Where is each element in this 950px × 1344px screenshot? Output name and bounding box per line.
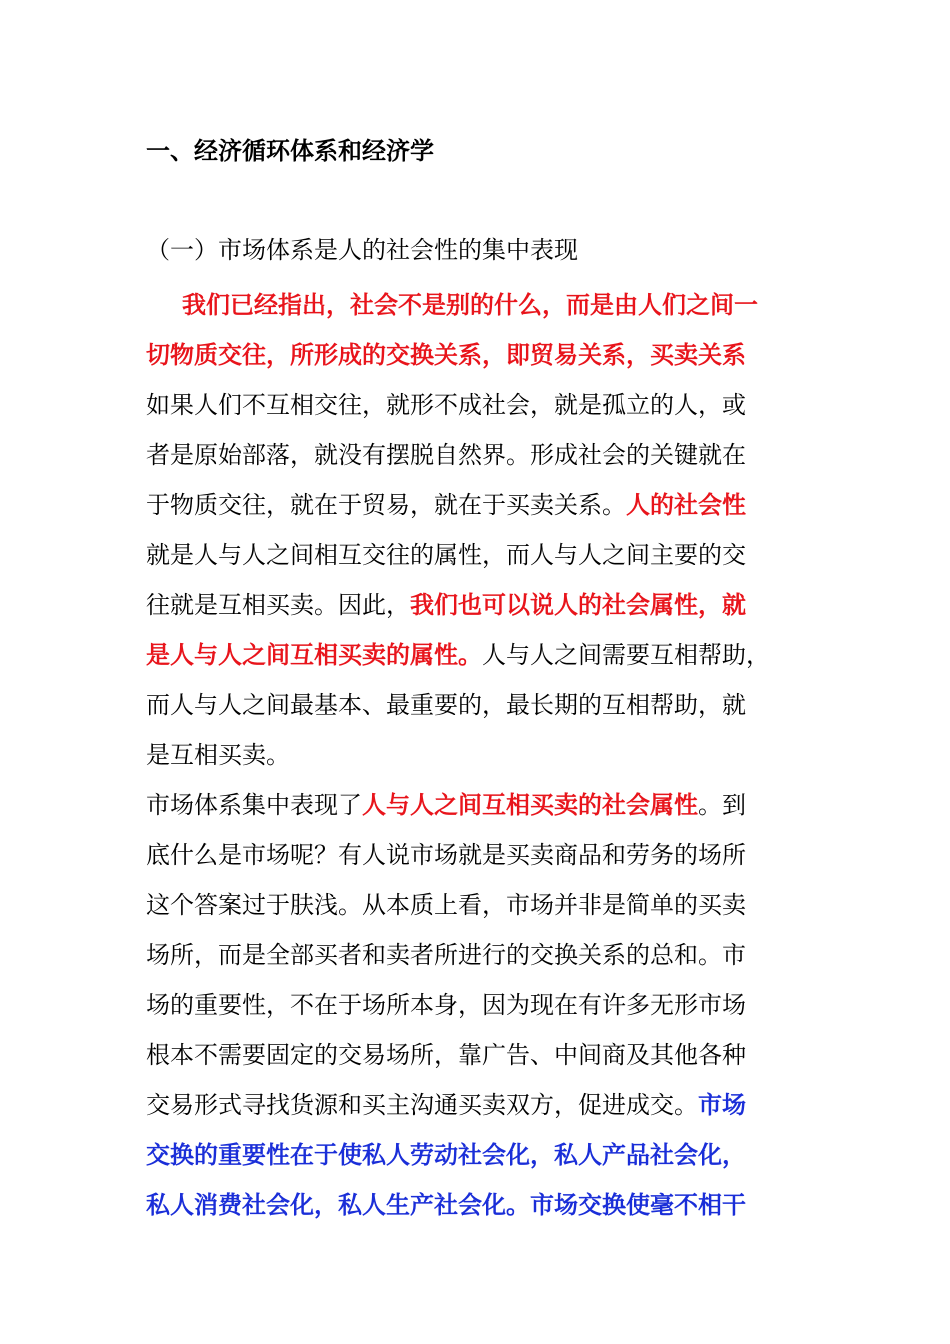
text-run: 如果人们不互相交往，就形不成社会，就是孤立的人，或 [146, 391, 746, 419]
text-line [146, 680, 826, 730]
text-line [146, 980, 826, 1030]
emphasis-run: 我们也可以说人的社会属性，就 [410, 590, 746, 619]
text-line [146, 630, 826, 680]
text-line [146, 330, 826, 380]
text-line [146, 1180, 826, 1230]
text-run: 者是原始部落，就没有摆脱自然界。形成社会的关键就在 [146, 441, 746, 469]
text-line [146, 580, 826, 630]
text-line [146, 780, 826, 830]
text-line [146, 1030, 826, 1080]
emphasis-run: 切物质交往，所形成的交换关系，即贸易关系，买卖关系 [146, 340, 746, 369]
text-run: 是互相买卖。 [146, 741, 290, 769]
text-line [146, 1130, 826, 1180]
text-line [146, 830, 826, 880]
body-text [146, 280, 826, 1230]
emphasis-run: 市场 [698, 1090, 746, 1119]
subsection-heading: （一）市场体系是人的社会性的集中表现 [146, 236, 578, 264]
text-line [146, 930, 826, 980]
emphasis-run: 交换的重要性在于使私人劳动社会化，私人产品社会化， [146, 1140, 746, 1169]
text-run: 人与人之间需要互相帮助， [482, 641, 770, 669]
emphasis-run: 人的社会性 [626, 490, 746, 519]
text-line [146, 380, 826, 430]
text-run: 底什么是市场呢？有人说市场就是买卖商品和劳务的场所 [146, 841, 746, 869]
text-run: 于物质交往，就在于贸易，就在于买卖关系。 [146, 491, 626, 519]
text-run: 根本不需要固定的交易场所，靠广告、中间商及其他各种 [146, 1041, 746, 1069]
emphasis-run: 我们已经指出，社会不是别的什么，而是由人们之间一 [182, 290, 758, 319]
text-run: 这个答案过于肤浅。从本质上看，市场并非是简单的买卖 [146, 891, 746, 919]
text-run: 就是人与人之间相互交往的属性，而人与人之间主要的交 [146, 541, 746, 569]
text-line [146, 480, 826, 530]
emphasis-run: 是人与人之间互相买卖的属性。 [146, 640, 482, 669]
section-heading: 一、经济循环体系和经济学 [146, 136, 434, 165]
text-line [146, 280, 826, 330]
text-line [146, 430, 826, 480]
text-run: 场所，而是全部买者和卖者所进行的交换关系的总和。市 [146, 941, 746, 969]
text-line [146, 530, 826, 580]
text-run: 场的重要性，不在于场所本身，因为现在有许多无形市场 [146, 991, 746, 1019]
emphasis-run: 私人消费社会化，私人生产社会化。市场交换使毫不相干 [146, 1190, 746, 1219]
text-run: 市场体系集中表现了 [146, 791, 362, 819]
emphasis-run: 人与人之间互相买卖的社会属性 [362, 790, 698, 819]
text-line [146, 880, 826, 930]
text-run: 往就是互相买卖。因此， [146, 591, 410, 619]
text-line [146, 1080, 826, 1130]
text-line [146, 730, 826, 780]
text-run: 。到 [698, 791, 746, 819]
text-run: 而人与人之间最基本、最重要的，最长期的互相帮助，就 [146, 691, 746, 719]
text-run: 交易形式寻找货源和买主沟通买卖双方，促进成交。 [146, 1091, 698, 1119]
